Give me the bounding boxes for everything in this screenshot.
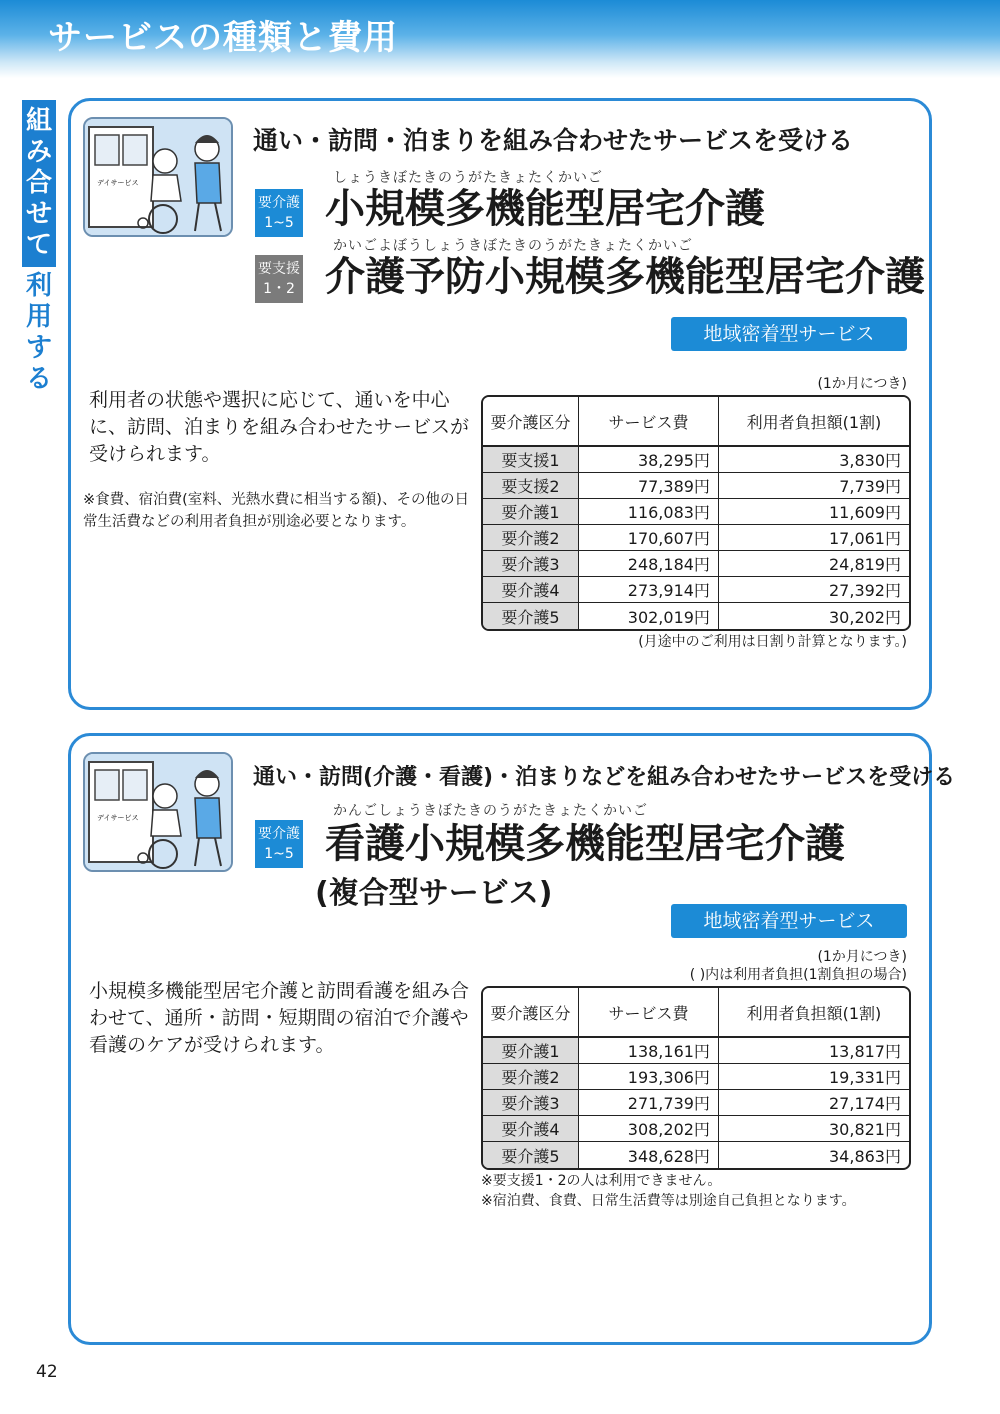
care-level-cell: 要介護2 — [483, 1064, 579, 1090]
table-header-cell: サービス費 — [579, 988, 719, 1038]
service-ruby: かいごよぼうしょうきぼたきのうがたきょたくかいご — [333, 238, 693, 254]
user-charge-cell: 17,061円 — [719, 525, 909, 551]
fee-table — [481, 986, 911, 1170]
table-header-cell: 利用者負担額(1割) — [719, 988, 909, 1038]
page-title: サービスの種類と費用 — [48, 18, 398, 58]
side-tab-char: る — [25, 364, 52, 394]
user-charge-cell: 19,331円 — [719, 1064, 909, 1090]
table-header-cell: サービス費 — [579, 397, 719, 447]
area-service-tag: 地域密着型サービス — [671, 317, 907, 351]
care-level-cell: 要介護3 — [483, 1090, 579, 1116]
table-row — [483, 525, 909, 551]
side-tab-filled — [22, 100, 56, 267]
unit-note: (1か月につき) — [817, 949, 907, 965]
service-fee-cell: 38,295円 — [579, 447, 719, 473]
service-description: 小規模多機能型居宅介護と訪問看護を組み合わせて、通所・訪問・短期間の宿泊で介護や看護のケアが受けられます。 — [89, 980, 470, 1056]
service-fee-cell: 77,389円 — [579, 473, 719, 499]
table-note-2: ※宿泊費、食費、日常生活費等は別途自己負担となります。 — [481, 1193, 856, 1209]
section-nursing-multifunction — [68, 733, 956, 1345]
section-small-multifunction — [68, 98, 932, 710]
user-charge-cell: 27,174円 — [719, 1090, 909, 1116]
side-tab-char: て — [25, 230, 52, 260]
user-charge-cell: 30,821円 — [719, 1116, 909, 1142]
side-tab-char: す — [25, 333, 52, 363]
care-level-cell: 要支援2 — [483, 473, 579, 499]
table-row — [483, 603, 909, 629]
side-tab-char: 合 — [25, 168, 52, 198]
service-name: 小規模多機能型居宅介護 — [325, 186, 765, 232]
service-fee-cell: 308,202円 — [579, 1116, 719, 1142]
table-row — [483, 577, 909, 603]
table-header-cell: 利用者負担額(1割) — [719, 397, 909, 447]
section-lead: 通い・訪問(介護・看護)・泊まりなどを組み合わせたサービスを受ける — [253, 765, 956, 790]
user-charge-cell: 24,819円 — [719, 551, 909, 577]
table-header-cell: 要介護区分 — [483, 397, 579, 447]
care-level-cell: 要介護3 — [483, 551, 579, 577]
fee-table — [481, 395, 911, 631]
table-row — [483, 1064, 909, 1090]
user-charge-cell: 7,739円 — [719, 473, 909, 499]
service-ruby: しょうきぼたきのうがたきょたくかいご — [333, 170, 603, 186]
care-illustration — [83, 752, 233, 872]
side-tab — [22, 100, 56, 399]
service-fee-cell: 193,306円 — [579, 1064, 719, 1090]
badge-line2: 1~5 — [264, 215, 294, 231]
section-lead: 通い・訪問・泊まりを組み合わせたサービスを受ける — [253, 126, 854, 155]
table-row — [483, 1142, 909, 1168]
service-fee-cell: 170,607円 — [579, 525, 719, 551]
side-tab-outlined — [22, 267, 56, 399]
care-illustration — [83, 117, 233, 237]
service-note: ※食費、宿泊費(室料、光熱水費に相当する額)、その他の日常生活費などの利用者負担が別途必要となります。 — [83, 492, 469, 530]
service-fee-cell: 271,739円 — [579, 1090, 719, 1116]
user-charge-cell: 34,863円 — [829, 1146, 901, 1166]
illustration-label: デイサービス — [97, 815, 139, 822]
table-row — [483, 473, 909, 499]
table-row — [483, 1038, 909, 1064]
care-level-badge — [255, 189, 303, 237]
user-charge-cell: 27,392円 — [719, 577, 909, 603]
side-tab-char: 組 — [25, 106, 52, 136]
care-level-badge — [255, 820, 303, 868]
service-ruby: かんごしょうきぼたきのうがたきょたくかいご — [333, 803, 648, 819]
unit-note-paren: ( )内は利用者負担(1割負担の場合) — [689, 967, 907, 983]
care-level-cell: 要介護1 — [483, 499, 579, 525]
table-note: (月途中のご利用は日割り計算となります。) — [638, 634, 907, 650]
table-row — [483, 447, 909, 473]
side-tab-char: 用 — [25, 302, 52, 332]
care-level-cell: 要支援1 — [483, 447, 579, 473]
care-level-cell: 要介護2 — [483, 525, 579, 551]
service-fee-cell: 248,184円 — [579, 551, 719, 577]
side-tab-char: み — [25, 137, 52, 167]
care-level-cell: 要介護4 — [483, 1116, 579, 1142]
service-fee-cell: 138,161円 — [579, 1038, 719, 1064]
service-name-preventive: 介護予防小規模多機能型居宅介護 — [325, 254, 925, 300]
unit-note: (1か月につき) — [817, 376, 907, 392]
badge-line1: 要介護 — [258, 195, 300, 211]
table-row — [483, 1116, 909, 1142]
service-fee-cell: 302,019円 — [579, 603, 719, 629]
service-name: 看護小規模多機能型居宅介護 — [325, 821, 845, 867]
support-level-badge — [255, 255, 303, 303]
badge-line1: 要支援 — [258, 261, 300, 277]
service-fee-cell: 348,628円 — [579, 1142, 719, 1168]
table-row — [483, 499, 909, 525]
table-row — [483, 1090, 909, 1116]
service-fee-cell: 273,914円 — [579, 577, 719, 603]
area-service-tag: 地域密着型サービス — [671, 904, 907, 938]
table-note-1: ※要支援1・2の人は利用できません。 — [481, 1173, 722, 1189]
page-number: 42 — [36, 1362, 58, 1382]
user-charge-cell: 11,609円 — [719, 499, 909, 525]
illustration-label: デイサービス — [97, 180, 139, 187]
table-row — [483, 551, 909, 577]
user-charge-cell: 30,202円 — [829, 607, 901, 627]
service-description: 利用者の状態や選択に応じて、通いを中心に、訪問、泊まりを組み合わせたサービスが受けられます。 — [89, 389, 470, 465]
page-header-band — [0, 0, 1000, 78]
user-charge-cell: 3,830円 — [719, 447, 909, 473]
service-name-sub: (複合型サービス) — [315, 876, 553, 911]
care-level-cell: 要介護5 — [483, 1142, 579, 1168]
care-level-cell: 要介護4 — [483, 577, 579, 603]
badge-line2: 1・2 — [263, 281, 295, 297]
table-header-cell: 要介護区分 — [483, 988, 579, 1038]
side-tab-char: 利 — [25, 271, 52, 301]
care-level-cell: 要介護1 — [483, 1038, 579, 1064]
service-fee-cell: 116,083円 — [579, 499, 719, 525]
side-tab-char: せ — [25, 199, 52, 229]
badge-line1: 要介護 — [258, 826, 300, 842]
user-charge-cell: 13,817円 — [719, 1038, 909, 1064]
badge-line2: 1~5 — [264, 846, 294, 862]
care-level-cell: 要介護5 — [483, 603, 579, 629]
